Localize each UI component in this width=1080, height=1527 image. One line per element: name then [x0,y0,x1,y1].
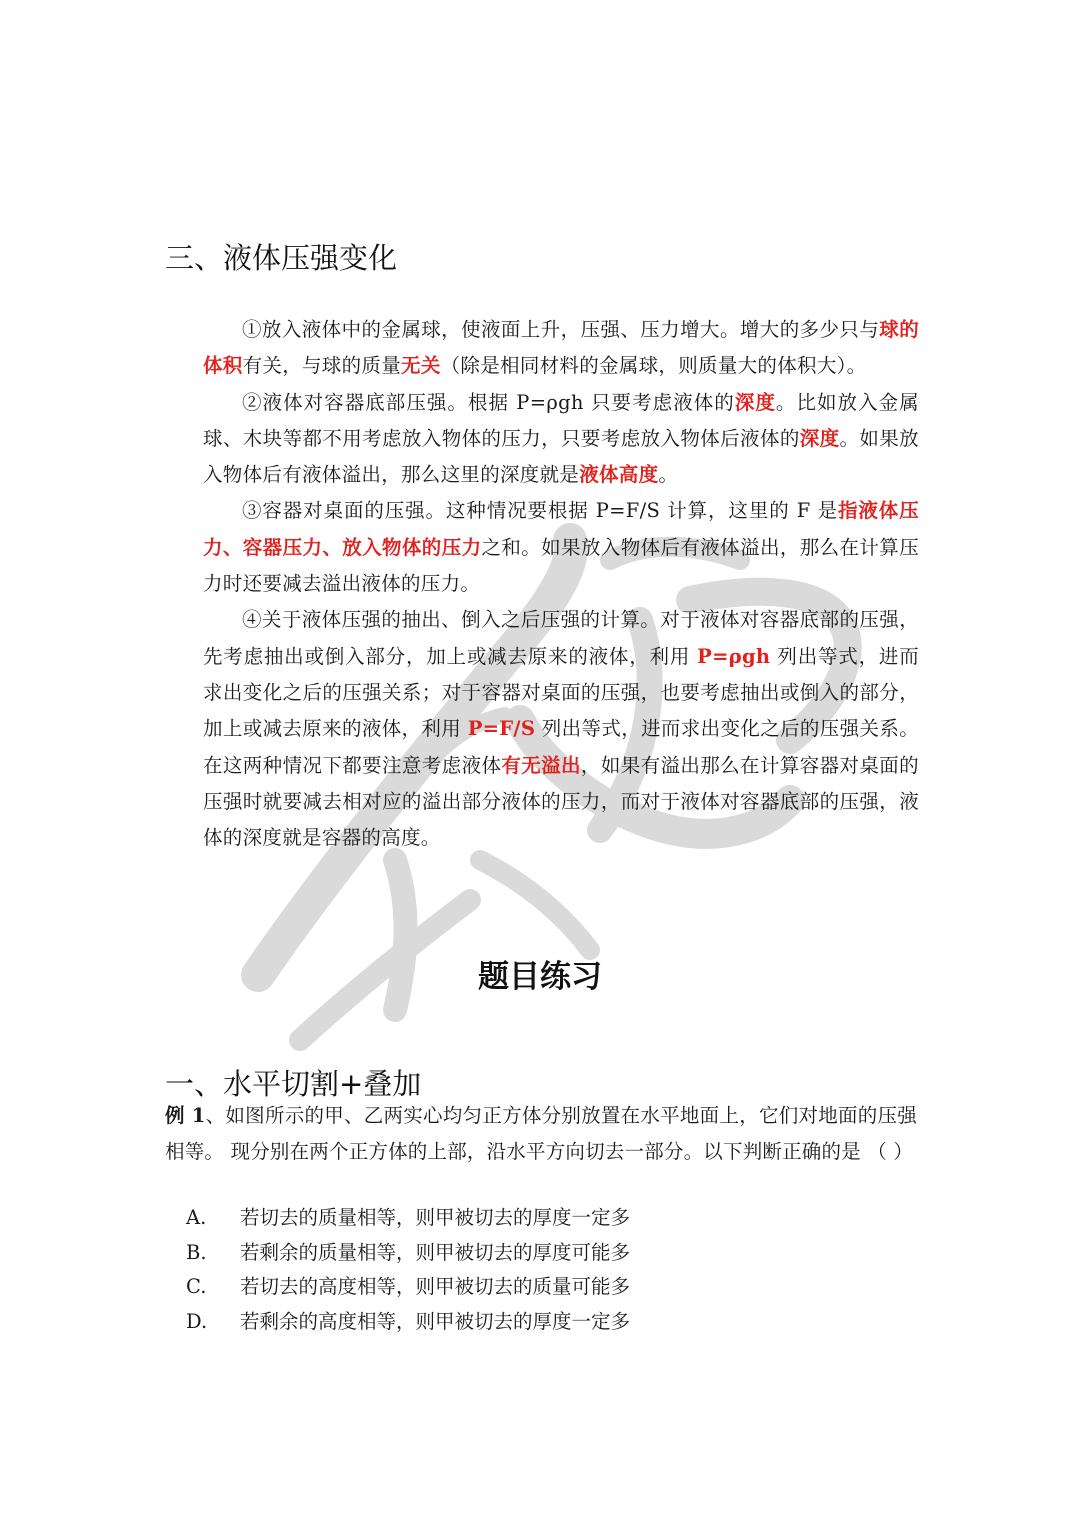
highlight: 液体高度 [579,463,659,487]
highlight: P=F/S [467,717,536,741]
answer-options [186,1201,630,1339]
section-heading-horizontal-cut: 一、水平切割+叠加 [165,1067,422,1101]
paragraph-3: ③容器对桌面的压强。这种情况要根据 P=F/S 计算，这里的 F 是指液体压力、容器压力、放入物体的压力之和。如果放入物体后有液体溢出，那么在计算压力时还要减去溢出液体的压力。 [203,499,919,596]
highlight: P=ρgh [697,644,771,668]
option-d: D. 若剩余的高度相等，则甲被切去的厚度一定多 [186,1309,631,1333]
section-heading-liquid-pressure: 三、液体压强变化 [165,241,398,275]
example-question [165,1098,917,1170]
paragraph-1: ①放入液体中的金属球，使液面上升，压强、压力增大。增大的多少只与球的体积有关，与球的质量无关（除是相同材料的金属球，则质量大的体积大）。 [203,318,919,378]
highlight: 球的体积 [203,318,919,378]
liquid-pressure-body [203,312,919,856]
option-c: C. 若切去的高度相等，则甲被切去的质量可能多 [186,1275,631,1299]
practice-title: 题目练习 [478,959,602,995]
option-b: B. 若剩余的质量相等，则甲被切去的厚度可能多 [186,1240,631,1264]
highlight: 深度 [734,390,776,414]
paragraph-2: ②液体对容器底部压强。根据 P=ρgh 只要考虑液体的深度。比如放入金属球、木块等都不用考虑放入物体的压力，只要考虑放入物体后液体的深度。如果放入物体后有液体溢出，那么这里的深度就是液体高度。 [203,390,919,487]
question-text: 例 1、如图所示的甲、乙两实心均匀正方体分别放置在水平地面上，它们对地面的压强相等。 现分别在两个正方体的上部，沿水平方向切去一部分。以下判断正确的是 （ ） [165,1104,917,1163]
highlight: 有无溢出 [501,753,581,777]
highlight: 深度 [799,426,840,450]
example-label: 例 1 [165,1104,206,1127]
highlight: 指液体压力、容器压力、放入物体的压力 [203,499,919,559]
highlight: 无关 [401,354,441,378]
option-a: A. 若切去的质量相等，则甲被切去的厚度一定多 [186,1206,631,1229]
paragraph-4: ④关于液体压强的抽出、倒入之后压强的计算。对于液体对容器底部的压强，先考虑抽出或倒入部分，加上或减去原来的液体，利用 P=ρgh 列出等式，进而求出变化之后的压强关系；对于容器对桌面的压强，也要考虑抽出或倒入的部分，加上或减去原来的液体，利用 P=F/S 列出等式，进而求出变化之后的压强关系。在这两种情况下都要注意考虑液体有无溢出，如果有溢出那么在计算容器对桌面的压强时就要减去相对应的溢出部分液体的压力，而对于液体对容器底部的压强，液体的深度就是容器的高度。 [203,608,920,850]
